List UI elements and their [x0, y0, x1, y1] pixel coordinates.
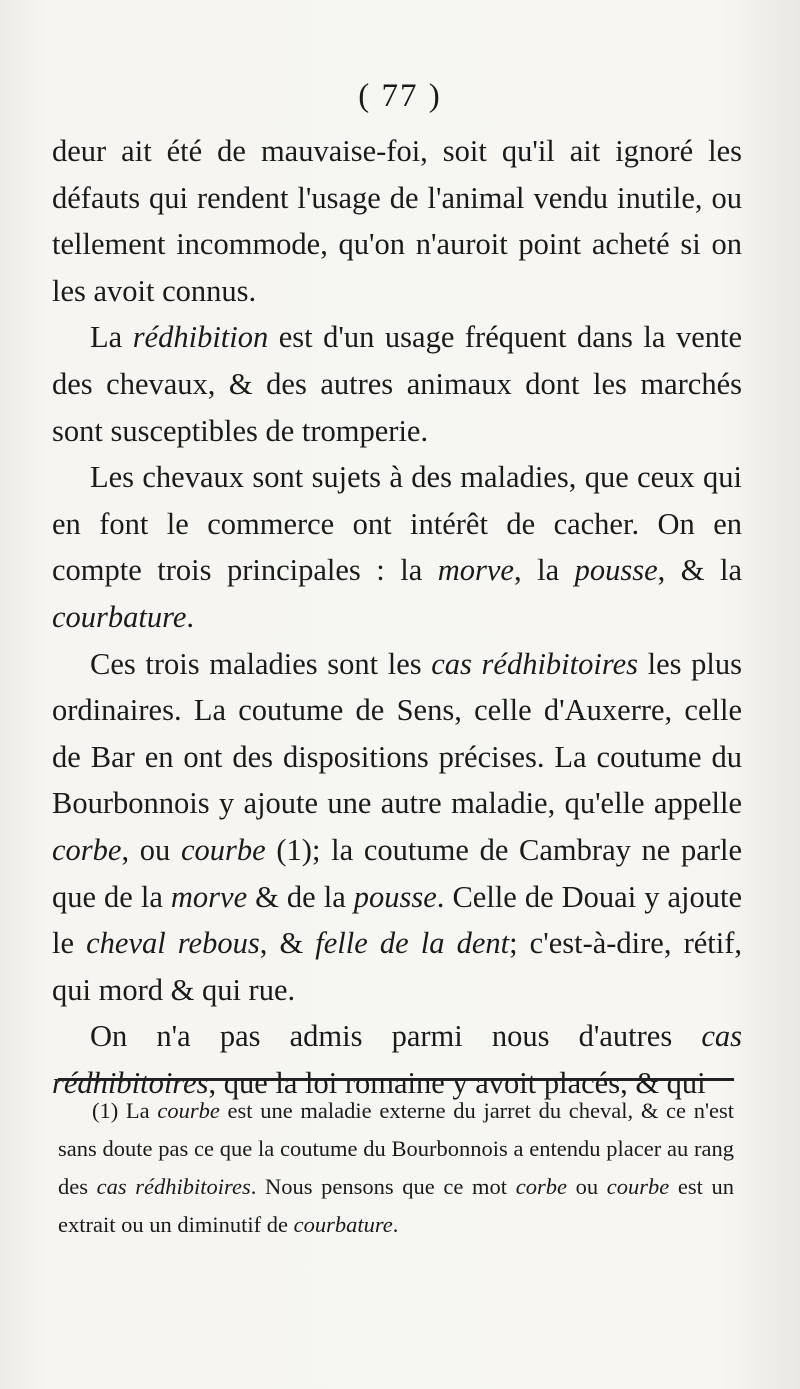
italic-term: pousse [353, 879, 437, 914]
text-segment: est un extrait ou un diminutif de [58, 1174, 735, 1237]
italic-term: cas rédhibitoires [96, 1174, 251, 1199]
text-segment: , que la loi romaine y avoit placés, & qui [208, 1065, 706, 1100]
footnote-text [58, 1092, 734, 1244]
text-segment: , & [259, 926, 316, 961]
text-segment: , la [513, 553, 575, 588]
italic-term: courbature [293, 1212, 393, 1237]
text-segment: (1) La [92, 1098, 158, 1123]
page-number: ( 77 ) [358, 78, 442, 114]
text-segment: , ou [121, 832, 181, 867]
italic-term: corbe [515, 1174, 567, 1199]
paragraph-2 [52, 314, 742, 454]
text-segment: est une maladie externe du jarret du cheval, & ce n'est sans doute pas ce que la coutume du Bourbonnois a entendu placer au rang des [58, 1098, 735, 1199]
italic-term: courbature [52, 599, 187, 634]
paragraph-3 [52, 454, 742, 640]
italic-term: cas rédhibitoires [52, 1019, 742, 1100]
footnote-divider [58, 1078, 734, 1081]
paragraph-4 [52, 641, 742, 1014]
text-segment: & de la [247, 879, 354, 914]
text-segment: deur ait été de mauvaise-foi, soit qu'il ait ignoré les défauts qui rendent l'usage de l'animal vendu inutile, ou tellement incommode, qu'on n'auroit point acheté si on les avoit connus. [52, 134, 742, 308]
paragraph-1 [52, 128, 742, 314]
text-segment: . Nous pensons que ce mot [250, 1174, 516, 1199]
text-segment: (1); la coutume de Cambray ne parle que de la [52, 832, 742, 914]
text-segment: les plus ordinaires. La coutume de Sens, celle d'Auxerre, celle de Bar en ont des dispositions précises. La coutume du Bourbonnois y ajoute une autre maladie, qu'elle appelle [52, 646, 742, 821]
italic-term: courbe [180, 832, 266, 867]
footnote [58, 1092, 734, 1244]
italic-term: rédhibition [132, 320, 269, 355]
text-segment: Les chevaux sont sujets à des maladies, que ceux qui en font le commerce ont intérêt de cacher. On en compte trois principales : la [52, 460, 742, 588]
italic-term: felle de la dent [315, 926, 510, 961]
text-segment: . [392, 1212, 399, 1237]
text-segment: On n'a pas admis parmi nous d'autres [90, 1019, 702, 1054]
italic-term: courbe [606, 1174, 670, 1199]
italic-term: cheval rebous [86, 926, 260, 961]
italic-term: cas rédhibitoires [431, 646, 638, 681]
text-segment: , & la [657, 553, 742, 588]
text-segment: ; c'est-à-dire, rétif, qui mord & qui rue. [52, 926, 742, 1007]
italic-term: corbe [52, 832, 122, 867]
text-segment: . [186, 599, 195, 634]
text-segment: . Celle de Douai y ajoute le [52, 879, 742, 961]
body-text [52, 128, 742, 1106]
text-segment: ou [566, 1174, 607, 1199]
italic-term: morve [170, 879, 248, 914]
italic-term: pousse [574, 553, 658, 588]
text-segment: Ces trois maladies sont les [90, 646, 432, 681]
text-segment: est d'un usage fréquent dans la vente des chevaux, & des autres animaux dont les marchés sont susceptibles de tromperie. [52, 320, 742, 448]
italic-term: morve [437, 553, 514, 588]
italic-term: courbe [157, 1098, 220, 1123]
text-segment: La [90, 320, 133, 355]
